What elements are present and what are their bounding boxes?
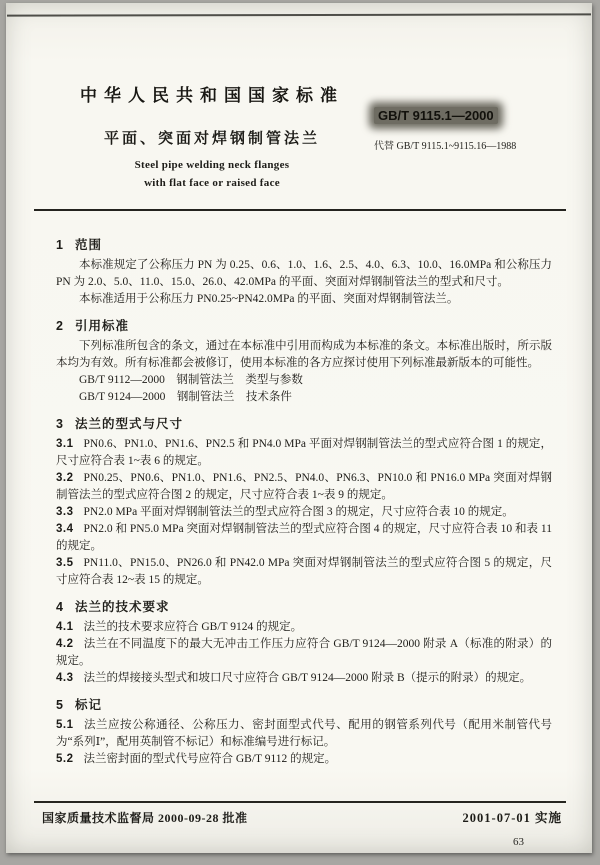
- clause-text: PN2.0 MPa 平面对焊钢制管法兰的型式应符合图 3 的规定，尺寸应符合表 10 的规定。: [83, 506, 514, 518]
- document-footer: [42, 808, 562, 826]
- clause: [56, 555, 552, 589]
- clause-text: 法兰的技术要求应符合 GB/T 9124 的规定。: [83, 621, 303, 633]
- section-number: 2: [56, 319, 64, 333]
- clause-number: 5.2: [56, 753, 74, 765]
- section-number: 3: [56, 417, 64, 431]
- clause: [56, 636, 552, 670]
- document-body: [56, 227, 552, 774]
- section-references: [56, 318, 552, 406]
- scan-edge-line: [7, 13, 591, 16]
- clause-text: PN2.0 和 PN5.0 MPa 突面对焊钢制管法兰的型式应符合图 4 的规定，尺寸应符合表 10 和表 11 的规定。: [56, 523, 552, 552]
- section-title: 范围: [74, 238, 102, 252]
- section-number: 5: [56, 698, 64, 712]
- clause-number: 5.1: [56, 719, 74, 731]
- clause-number: 3.3: [56, 506, 74, 518]
- section-number: 4: [56, 600, 64, 614]
- implementation-date: 2001-07-01 实施: [462, 811, 562, 825]
- clause-text: PN0.25、PN0.6、PN1.0、PN1.6、PN2.5、PN4.0、PN6.3、PN10.0 和 PN16.0 MPa 突面对焊钢制管法兰的型式应符合图 2 的规定，尺寸应符合表 1~表 9 的规定。: [56, 472, 552, 501]
- section-scope: [56, 237, 552, 308]
- clause: [56, 619, 552, 636]
- clause-text: 法兰在不同温度下的最大无冲击工作压力应符合 GB/T 9124—2000 附录 A（标准的附录）的规定。: [56, 638, 552, 667]
- clause: [56, 436, 552, 470]
- document-title-en-line2: with flat face or raised face: [144, 177, 280, 189]
- referenced-standard: GB/T 9124—2000 钢制管法兰 技术条件: [79, 391, 292, 403]
- clause: [56, 504, 552, 521]
- section-title: 引用标准: [74, 319, 129, 333]
- section-marking: [56, 697, 552, 768]
- clause: [56, 751, 552, 768]
- section-title: 标记: [74, 698, 102, 712]
- section-types: [56, 416, 552, 589]
- paragraph: 本标准规定了公称压力 PN 为 0.25、0.6、1.0、1.6、2.5、4.0、6.3、10.0、16.0MPa 和公称压力 PN 为 2.0、5.0、11.0、15.0、26.0、42.0MPa 的平面、突面对焊钢制管法兰的型式和尺寸。: [56, 259, 552, 288]
- approval-note: 国家质量技术监督局 2000-09-28 批准: [42, 811, 248, 825]
- clause-number: 3.1: [56, 438, 74, 450]
- clause: [56, 670, 552, 687]
- clause-number: 4.1: [56, 621, 74, 633]
- referenced-standard: GB/T 9112—2000 钢制管法兰 类型与参数: [79, 374, 303, 386]
- clause-number: 3.2: [56, 472, 74, 484]
- clause-number: 3.4: [56, 523, 74, 535]
- header-title-block: [56, 81, 374, 189]
- paragraph: 下列标准所包含的条文，通过在本标准中引用而构成为本标准的条文。本标准出版时，所示版本均为有效。所有标准都会被修订，使用本标准的各方应探讨使用下列标准最新版本的可能性。: [56, 340, 552, 369]
- section-heading: [56, 416, 552, 433]
- section-heading: [56, 318, 552, 335]
- section-number: 1: [56, 238, 64, 252]
- national-standard-label: 中华人民共和国国家标准: [80, 86, 344, 105]
- clause-text: 法兰密封面的型式代号应符合 GB/T 9112 的规定。: [83, 753, 337, 765]
- clause-number: 4.3: [56, 672, 74, 684]
- clause: [56, 470, 552, 504]
- page-number: 63: [513, 836, 524, 848]
- section-heading: [56, 599, 552, 616]
- section-title: 法兰的技术要求: [74, 600, 170, 614]
- standard-number: GB/T 9115.1—2000: [374, 107, 498, 124]
- clause: [56, 521, 552, 555]
- section-heading: [56, 697, 552, 714]
- document-page: [6, 3, 592, 853]
- section-heading: [56, 237, 552, 254]
- replaces-note: 代替 GB/T 9115.1~9115.16—1988: [374, 141, 517, 152]
- clause-text: 法兰的焊接接头型式和坡口尺寸应符合 GB/T 9124—2000 附录 B（提示的附录）的规定。: [83, 672, 532, 684]
- section-technical-requirements: [56, 599, 552, 687]
- clause-number: 4.2: [56, 638, 74, 650]
- header-divider: [34, 209, 566, 211]
- document-title-en-line1: Steel pipe welding neck flanges: [134, 159, 290, 171]
- clause-number: 3.5: [56, 557, 74, 569]
- clause-text: PN11.0、PN15.0、PN26.0 和 PN42.0 MPa 突面对焊钢制管法兰的型式应符合图 5 的规定，尺寸应符合表 12~表 15 的规定。: [56, 557, 552, 586]
- standard-number-block: [374, 81, 552, 152]
- document-header: [56, 81, 552, 189]
- document-title-cn: 平面、突面对焊钢制管法兰: [103, 130, 320, 147]
- paragraph: 本标准适用于公称压力 PN0.25~PN42.0MPa 的平面、突面对焊钢制管法兰。: [79, 293, 459, 305]
- section-title: 法兰的型式与尺寸: [74, 417, 183, 431]
- clause: [56, 717, 552, 751]
- clause-text: 法兰应按公称通径、公称压力、密封面型式代号、配用的钢管系列代号（配用米制管代号为“系列Ⅰ”，配用英制管不标记）和标准编号进行标记。: [56, 719, 552, 748]
- footer-divider: [34, 801, 566, 803]
- clause-text: PN0.6、PN1.0、PN1.6、PN2.5 和 PN4.0 MPa 平面对焊钢制管法兰的型式应符合图 1 的规定，尺寸应符合表 1~表 6 的规定。: [56, 438, 552, 467]
